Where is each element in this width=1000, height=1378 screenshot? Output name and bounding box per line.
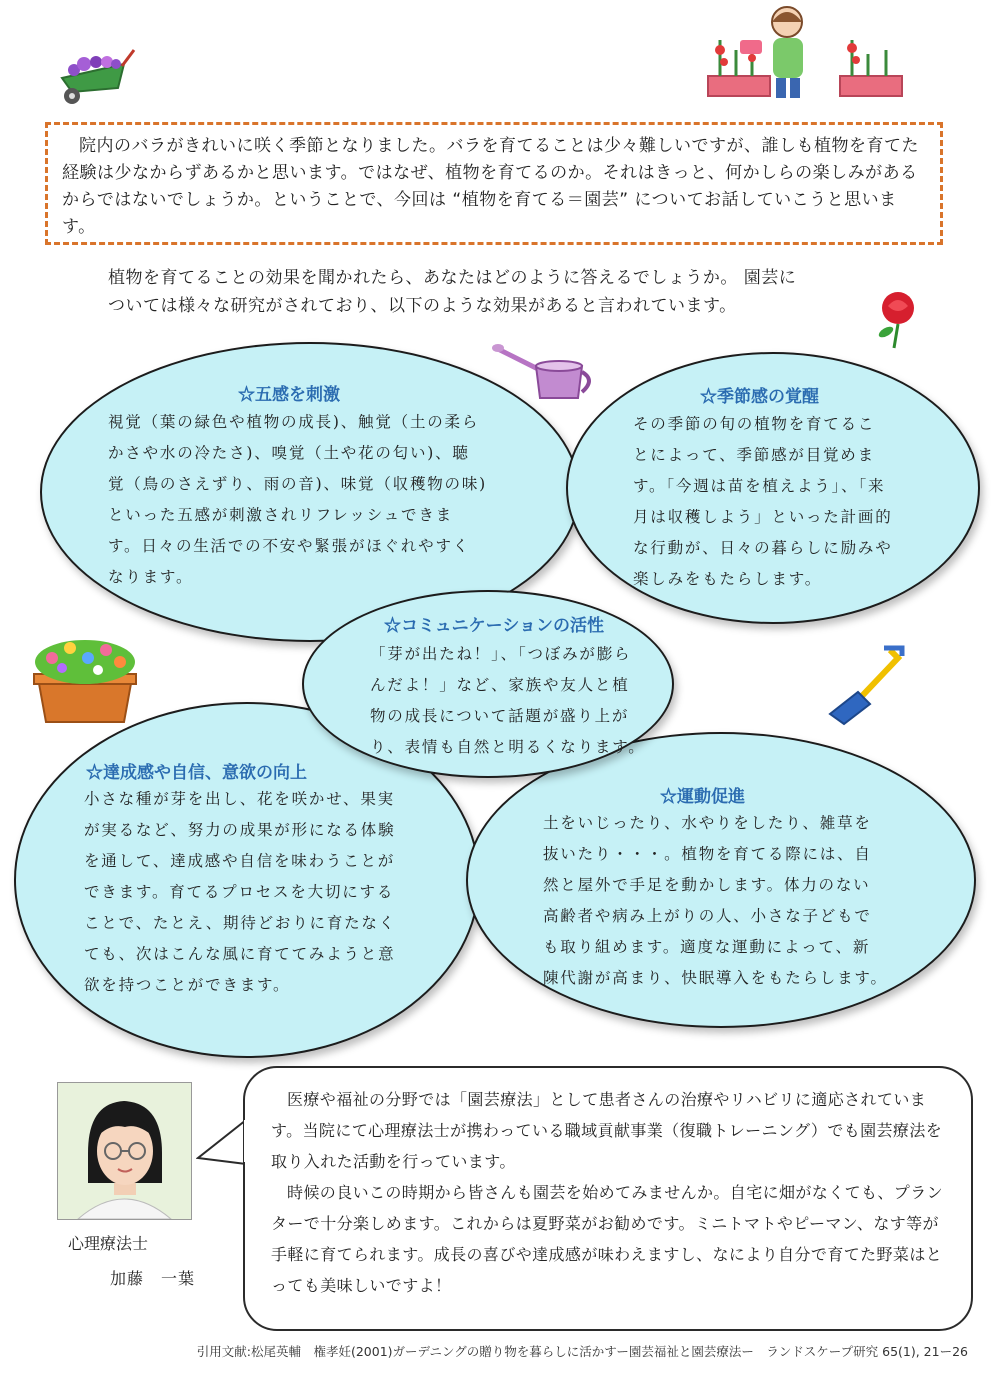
achievement-line: できます。育てるプロセスを大切にする bbox=[84, 883, 395, 901]
communication-line: んだよ！」など、家族や友人と植 bbox=[370, 676, 630, 694]
lead-line: 植物を育てることの効果を聞かれたら、あなたはどのように答えるでしょうか。 園芸に bbox=[108, 268, 797, 288]
speech-bubble bbox=[243, 1066, 973, 1331]
intro-text: 院内のバラがきれいに咲く季節となりました。バラを育てることは少々難しいですが、誰しも植物を育てた経験は少なからずあるかと思います。ではなぜ、植物を育てるのか。それはきっと、何かしらの楽しみがあるからではないでしょうか。ということで、今回は “植物を育てる＝園芸” についてお話していこうと思います。 bbox=[62, 136, 919, 237]
shovel-icon bbox=[822, 640, 912, 730]
communication-title: ☆コミュニケーションの活性 bbox=[384, 616, 604, 636]
season-line: な行動が、日々の暮らしに励みや bbox=[633, 539, 893, 557]
achievement-line: 欲を持つことができます。 bbox=[84, 976, 291, 994]
counselor-portrait bbox=[57, 1082, 192, 1220]
exercise-title: ☆運動促進 bbox=[660, 787, 745, 807]
wheelbarrow-icon bbox=[52, 40, 137, 108]
exercise-line: 抜いたり・・・。植物を育てる際には、自 bbox=[543, 845, 872, 863]
achievement-line: が実るなど、努力の成果が形になる体験 bbox=[84, 821, 396, 839]
season-line: 楽しみをもたらします。 bbox=[633, 570, 823, 588]
senses-line: かさや水の冷たさ)、嗅覚（土や花の匂い)、聴 bbox=[108, 444, 470, 462]
achievement-line: ことで、たとえ、期待どおりに育たなく bbox=[84, 914, 397, 932]
exercise-line: 陳代謝が高まり、快眠導入をもたらします。 bbox=[543, 969, 888, 987]
bubble-tail-cover bbox=[244, 1120, 248, 1162]
communication-line: り、表情も自然と明るくなります。 bbox=[370, 738, 646, 756]
lead-text bbox=[108, 264, 898, 320]
exercise-line: 土をいじったり、水やりをしたり、雑草を bbox=[543, 814, 872, 832]
communication-line: 物の成長について話題が盛り上が bbox=[370, 707, 630, 725]
achievement-line: ても、次はこんな風に育ててみようと意 bbox=[84, 945, 396, 963]
senses-line: す。日々の生活での不安や緊張がほぐれやすく bbox=[108, 537, 471, 555]
exercise-body bbox=[543, 808, 953, 994]
senses-line: 視覚（葉の緑色や植物の成長)、触覚（土の柔ら bbox=[108, 413, 480, 431]
achievement-line: を通して、達成感や自信を味わうことが bbox=[84, 852, 396, 870]
season-line: 月は収穫しよう」といった計画的 bbox=[633, 508, 893, 526]
communication-line: 「芽が出たね！」、「つぼみが膨ら bbox=[370, 645, 632, 663]
season-line: とによって、季節感が目覚めま bbox=[633, 446, 875, 464]
season-line: その季節の旬の植物を育てるこ bbox=[633, 415, 876, 433]
lead-line: ついては様々な研究がされており、以下のような効果があると言われています。 bbox=[108, 296, 737, 316]
bubble-paragraph-2: 時候の良いこの時期から皆さんも園芸を始めてみませんか。自宅に畑がなくても、プランターで十分楽しめます。これからは夏野菜がお勧めです。ミニトマトやピーマン、なす等が手軽に育てられます。成長の喜びや達成感が味わえますし、なにより自分で育てた野菜はとっても美味しいですよ！ bbox=[271, 1183, 944, 1295]
senses-line: なります。 bbox=[108, 568, 194, 586]
senses-line: といった五感が刺激されリフレッシュできま bbox=[108, 506, 453, 524]
season-line: す。「今週は苗を植えよう」、「来 bbox=[633, 477, 886, 495]
reference-citation: 引用文献:松尾英輔 権孝妊(2001)ガーデニングの贈り物を暮らしに活かすー園芸福祉と園芸療法ー ランドスケープ研究 65(1), 21ー26 bbox=[196, 1344, 968, 1359]
exercise-line: 高齢者や病み上がりの人、小さな子どもで bbox=[543, 907, 872, 925]
exercise-line: も取り組めます。適度な運動によって、新 bbox=[543, 938, 871, 956]
achievement-line: 小さな種が芽を出し、花を咲かせ、果実 bbox=[84, 790, 395, 808]
achievement-body bbox=[84, 784, 454, 1001]
exercise-line: 然と屋外で手足を動かします。体力のない bbox=[543, 876, 871, 894]
flower-planter-icon bbox=[30, 628, 140, 726]
senses-line: 覚（鳥のさえずり、雨の音)、味覚（収穫物の味) bbox=[108, 475, 487, 493]
communication-body bbox=[370, 639, 660, 763]
intro-box bbox=[45, 122, 943, 245]
season-title: ☆季節感の覚醒 bbox=[700, 387, 819, 407]
author-role: 心理療法士 bbox=[68, 1234, 149, 1253]
bubble-tail bbox=[196, 1118, 248, 1168]
senses-title: ☆五感を刺激 bbox=[238, 385, 340, 405]
season-body bbox=[633, 409, 933, 595]
gardener-illustration bbox=[700, 0, 940, 100]
senses-body bbox=[108, 407, 528, 593]
author-name: 加藤 一葉 bbox=[110, 1269, 196, 1288]
achievement-title: ☆達成感や自信、意欲の向上 bbox=[86, 763, 307, 783]
bubble-paragraph-1: 医療や福祉の分野では「園芸療法」として患者さんの治療やリハビリに適応されています。当院にて心理療法士が携わっている職域貢献事業（復職トレーニング）でも園芸療法を取り入れた活動を行っています。 bbox=[271, 1090, 943, 1171]
